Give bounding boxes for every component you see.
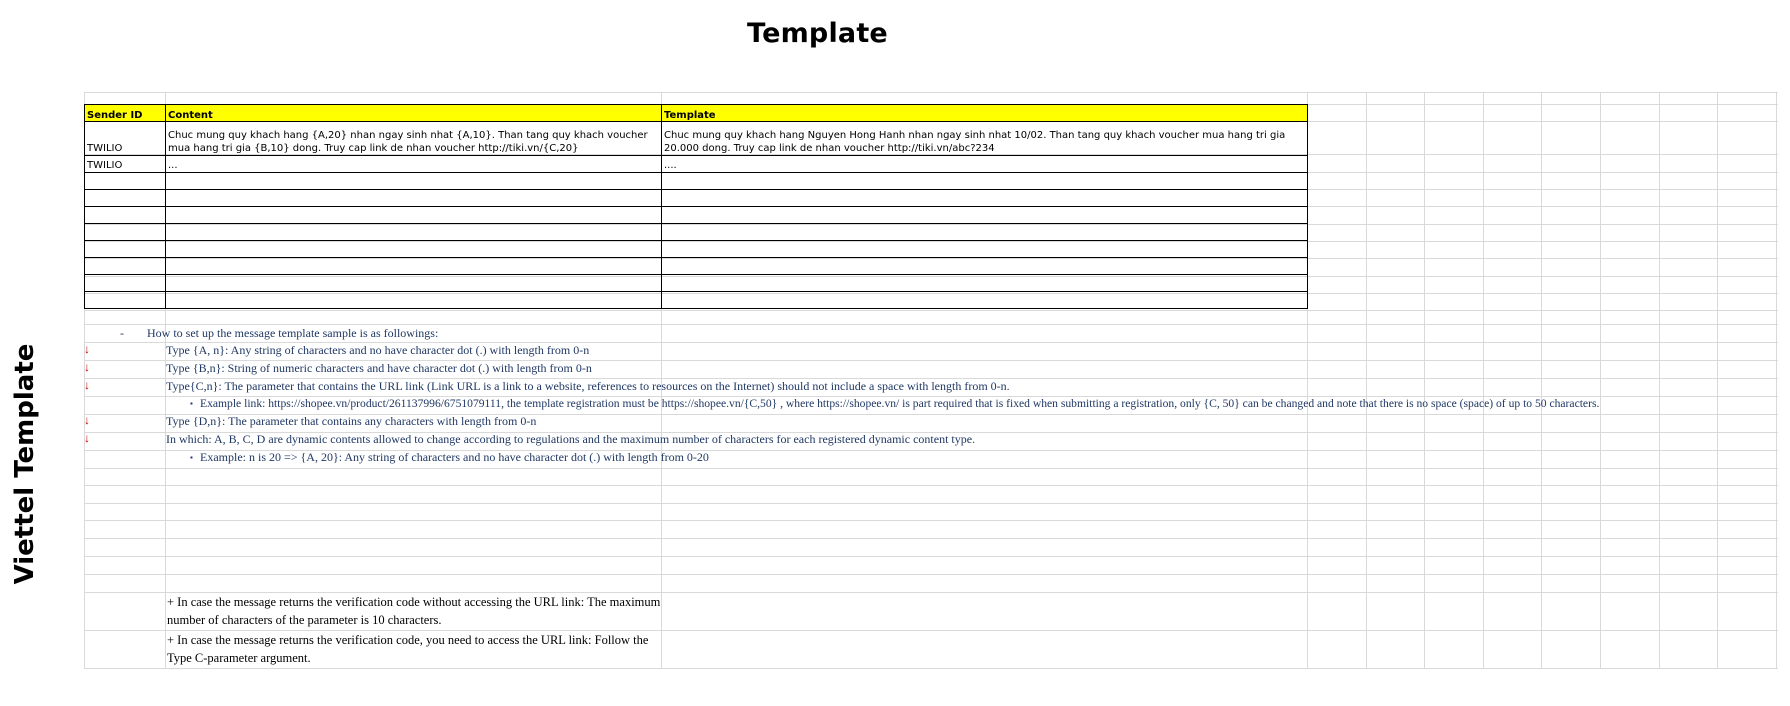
note-in-which: In which: A, B, C, D are dynamic contents allowed to change according to regulations and the maximum number of characters for each registered dynamic content type. [166,432,976,446]
header-content: Content [166,105,662,122]
notes-dash: - [120,326,124,340]
cell-content[interactable] [166,292,662,309]
table-row [85,224,1308,241]
cell-template[interactable] [662,224,1308,241]
grid-col-line [1424,92,1425,668]
grid-col-line [1366,92,1367,668]
note-in-which-example: Example: n is 20 => {A, 20}: Any string of characters and no have character dot (.) with length from 0-20 [200,450,709,464]
grid-col-line [1483,92,1484,668]
cell-sender[interactable] [85,173,166,190]
cell-sender[interactable] [85,224,166,241]
table-row [85,258,1308,275]
cell-content[interactable]: Chuc mung quy khach hang {A,20} nhan ngay sinh nhat {A,10}. Than tang quy khach voucher mua hang tri gia {B,10} dong. Truy cap link de nhan voucher http://tiki.vn/{C,20} [166,122,662,156]
grid-row-line [84,574,1778,575]
cell-template[interactable] [662,241,1308,258]
table-row [85,241,1308,258]
cell-template[interactable] [662,190,1308,207]
header-template: Template [662,105,1308,122]
cell-content[interactable] [166,275,662,292]
cell-template[interactable]: Chuc mung quy khach hang Nguyen Hong Hanh nhan ngay sinh nhat 10/02. Than tang quy khach voucher mua hang tri gia 20.000 dong. Truy cap link de nhan voucher http://tiki.vn/abc?234 [662,122,1308,156]
note-type-a: Type {A, n}: Any string of characters and no have character dot (.) with length from 0-n [166,343,590,357]
cell-sender[interactable] [85,275,166,292]
cell-sender[interactable] [85,190,166,207]
grid-row-line [84,668,1778,669]
cell-content[interactable] [166,241,662,258]
grid-row-line [84,485,1778,486]
cell-sender[interactable] [85,207,166,224]
cell-template[interactable] [662,258,1308,275]
square-bullet-icon: ▪ [190,453,193,462]
table-header-row [85,105,1308,122]
table-row [85,173,1308,190]
cell-content[interactable] [166,224,662,241]
cell-content[interactable] [166,258,662,275]
table-row [85,292,1308,309]
table-row [85,207,1308,224]
cell-sender[interactable] [85,292,166,309]
page-title: Template [747,18,888,49]
cell-content[interactable] [166,173,662,190]
note-type-c: Type{C,n}: The parameter that contains the URL link (Link URL is a link to a website, references to resources on the Internet) should not include a space with length from 0-n. [166,379,1010,393]
cell-content[interactable] [166,190,662,207]
cell-template[interactable] [662,292,1308,309]
cell-template[interactable] [662,275,1308,292]
grid-row-line [84,503,1778,504]
cell-sender[interactable] [85,241,166,258]
grid-row-line [84,310,1778,311]
plus-note-first: + In case the message returns the verification code without accessing the URL link: The maximum number of characters of the parameter is 10 characters. [167,595,661,627]
grid-col-line [1541,92,1542,668]
table-row [85,122,1308,156]
grid-row-line [84,520,1778,521]
grid-row-line [84,468,1778,469]
cell-content[interactable]: ... [166,156,662,173]
cell-template[interactable] [662,173,1308,190]
table-row [85,190,1308,207]
arrow-bullet-icon: ↓ [84,431,90,445]
grid-col-line [1659,92,1660,668]
grid-row-line [84,92,1778,93]
arrow-bullet-icon: ↓ [84,378,90,392]
header-sender-id: Sender ID [85,105,166,122]
plus-note-second: + In case the message returns the verification code, you need to access the URL link: Follow the Type C-parameter argument. [167,633,649,665]
grid-col-line [1600,92,1601,668]
grid-row-line [84,324,1778,325]
table-row [85,156,1308,173]
cell-template[interactable]: .... [662,156,1308,173]
arrow-bullet-icon: ↓ [84,413,90,427]
cell-sender[interactable] [85,258,166,275]
arrow-bullet-icon: ↓ [84,360,90,374]
grid-col-line [1776,92,1777,668]
side-title: Viettel Template [10,343,40,585]
table-row [85,275,1308,292]
grid-col-line [1717,92,1718,668]
cell-template[interactable] [662,207,1308,224]
grid-row-line [84,538,1778,539]
cell-sender[interactable]: TWILIO [85,156,166,173]
note-type-c-example: Example link: https://shopee.vn/product/261137996/6751079111, the template registration must be https://shopee.vn/{C,50} , where https://shopee.vn/ is part required that is fixed when submitting a registration, only {C, 50} can be changed and note that there is no space (space) of up to 50 characters. [200,397,1600,410]
cell-content[interactable] [166,207,662,224]
note-type-d: Type {D,n}: The parameter that contains any characters with length from 0-n [166,414,537,428]
cell-sender[interactable]: TWILIO [85,122,166,156]
square-bullet-icon: ▪ [190,399,193,408]
grid-row-line [84,556,1778,557]
note-type-b: Type {B,n}: String of numeric characters and have character dot (.) with length from 0-n [166,361,592,375]
arrow-bullet-icon: ↓ [84,342,90,356]
template-table [84,104,1308,309]
notes-heading: How to set up the message template sample is as followings: [147,326,439,340]
